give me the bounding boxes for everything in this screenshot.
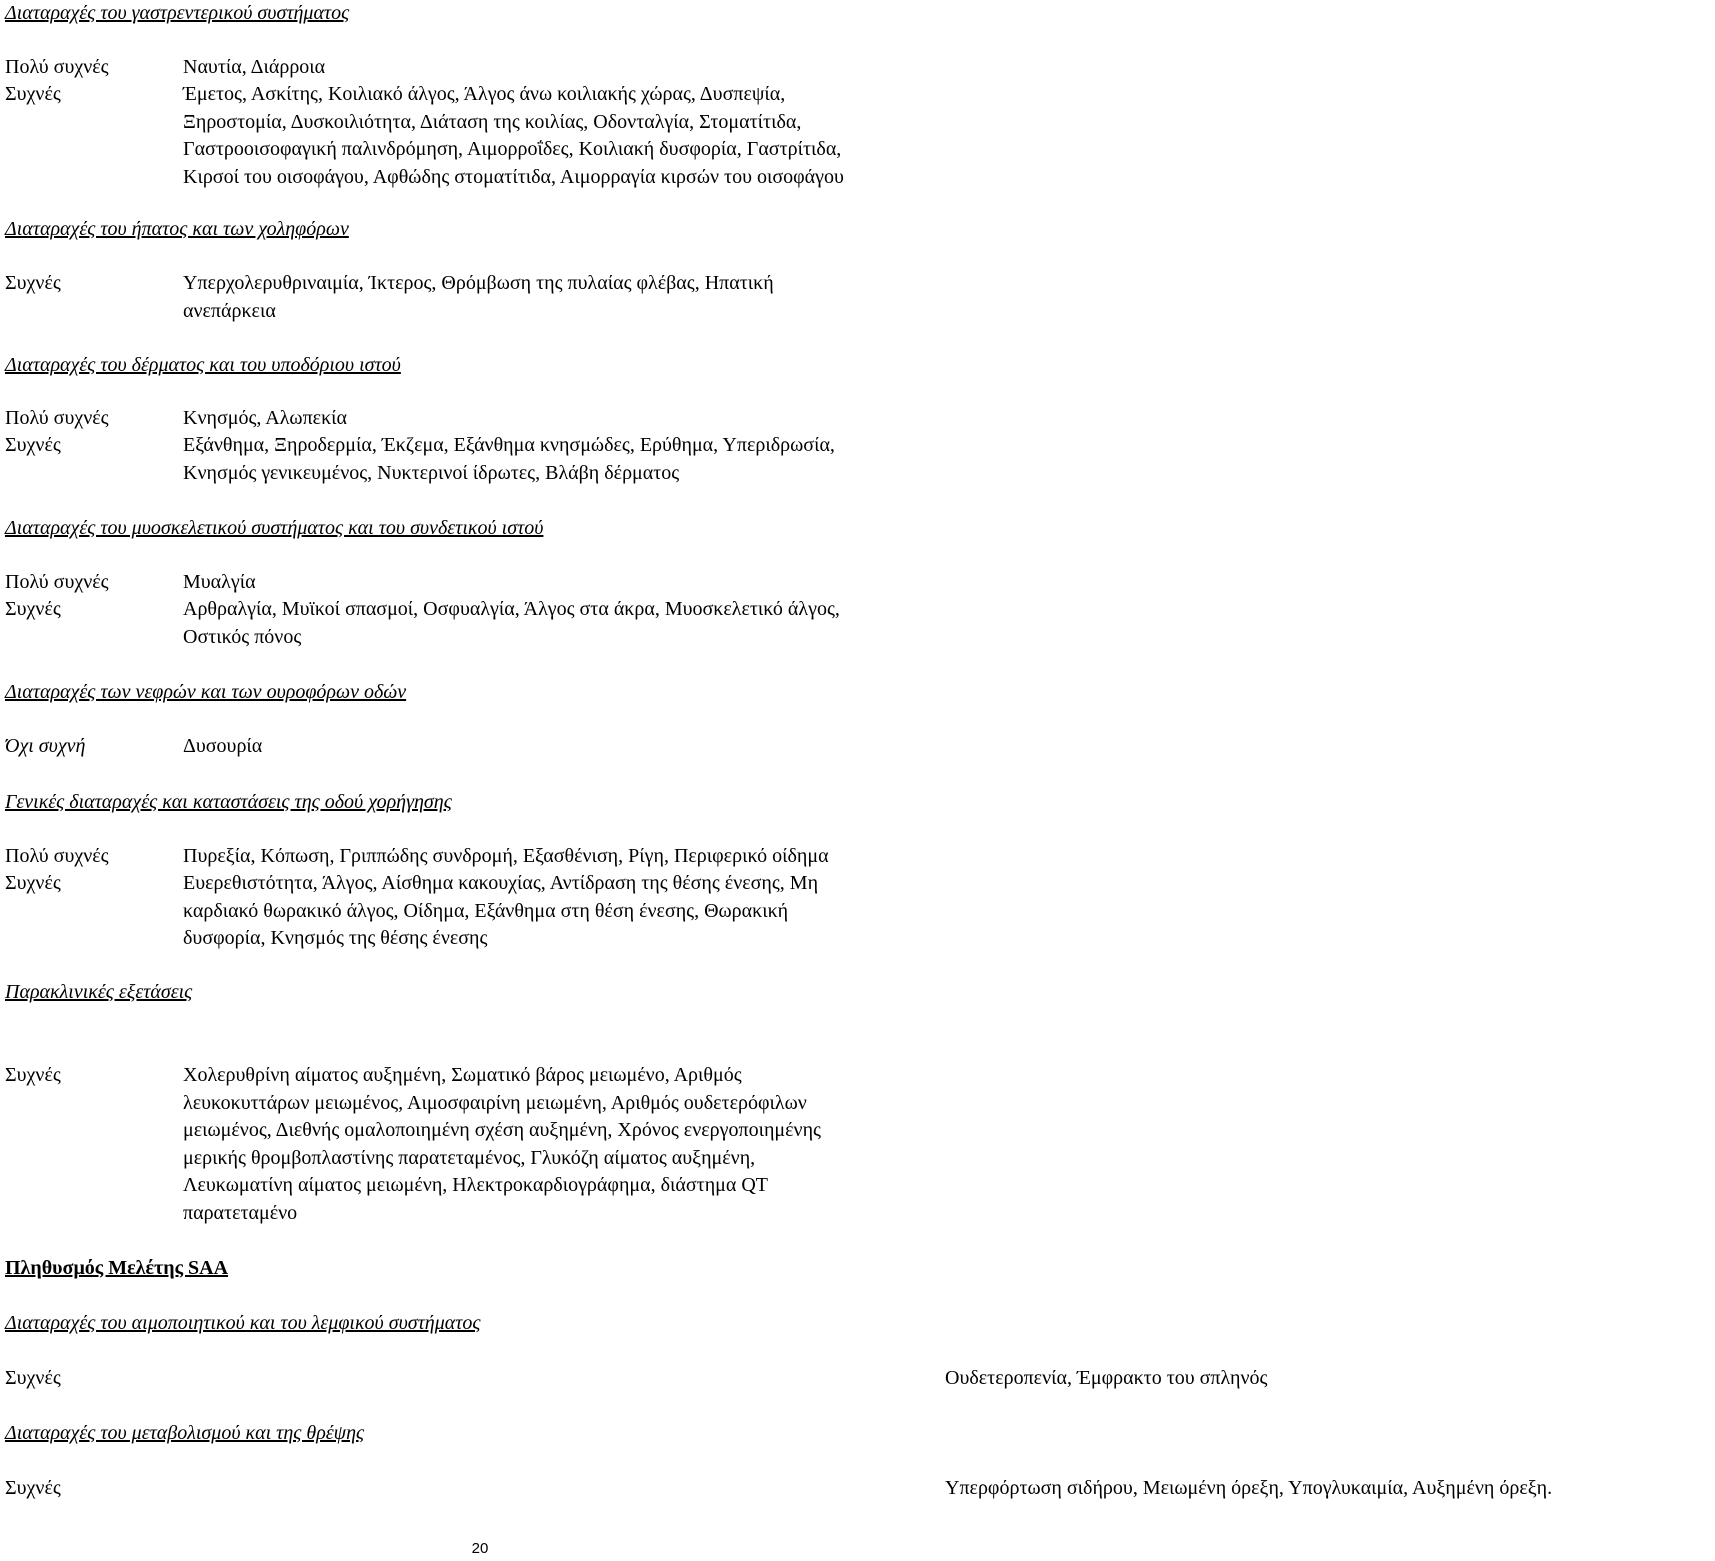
section-heading: Διαταραχές του γαστρεντερικού συστήματος [5,2,350,24]
text-line: Ουδετεροπενία, Έμφρακτο του σπληνός [945,1367,1268,1389]
adverse-reactions [183,733,953,761]
adverse-reactions [183,270,953,325]
frequency-label: Πολύ συχνές [5,571,109,593]
section-heading: Διαταραχές του ήπατος και των χοληφόρων [5,218,349,240]
section-heading: Διαταραχές του μυοσκελετικού συστήματος και του συνδετικού ιστού [5,517,544,539]
text-line: μειωμένος, Διεθνής ομαλοποιημένη σχέση αυξημένη, Χρόνος ενεργοποιημένης [183,1119,821,1141]
frequency-label: Συχνές [5,598,61,620]
frequency-label: Συχνές [5,272,61,294]
text-line: Έμετος, Ασκίτης, Κοιλιακό άλγος, Άλγος άνω κοιλιακής χώρας, Δυσπεψία, [183,83,786,105]
section-heading: Διαταραχές του αιμοποιητικού και του λεμφικού συστήματος [5,1312,481,1334]
section-heading: Διαταραχές του δέρματος και του υποδόριου ιστού [5,354,401,376]
text-line: Δυσουρία [183,735,263,757]
text-line: Ευερεθιστότητα, Άλγος, Αίσθημα κακουχίας, Αντίδραση της θέσης ένεσης, Μη [183,872,819,894]
text-line: Γαστροοισοφαγική παλινδρόμηση, Αιμορροΐδες, Κοιλιακή δυσφορία, Γαστρίτιδα, [183,138,842,160]
frequency-label: Συχνές [5,83,61,105]
frequency-label: Συχνές [5,872,61,894]
frequency-label: Συχνές [5,1367,61,1389]
adverse-reactions [183,843,953,871]
text-line: Υπερφόρτωση σιδήρου, Μειωμένη όρεξη, Υπογλυκαιμία, Αυξημένη όρεξη. [945,1477,1553,1499]
text-line: μερικής θρομβοπλαστίνης παρατεταμένος, Γλυκόζη αίματος αυξημένη, [183,1146,756,1169]
adverse-reactions [183,54,953,82]
adverse-reactions [183,1062,953,1227]
text-line: δυσφορία, Κνησμός της θέσης ένεσης [183,927,488,949]
text-line: Οστικός πόνος [183,625,302,648]
text-line: Εξάνθημα, Ξηροδερμία, Έκζεμα, Εξάνθημα κνησμώδες, Ερύθημα, Υπεριδρωσία, [183,434,835,456]
frequency-label: Συχνές [5,1064,61,1086]
adverse-reactions [183,596,953,651]
text-line: καρδιακό θωρακικό άλγος, Οίδημα, Εξάνθημα στη θέση ένεσης, Θωρακική [183,899,789,922]
text-line: λευκοκυττάρων μειωμένος, Αιμοσφαιρίνη μειωμένη, Αριθμός ουδετερόφιλων [183,1091,807,1114]
adverse-reactions [183,569,953,597]
page-number: 20 [471,1540,489,1557]
text-line: ανεπάρκεια [183,299,276,322]
text-line: Λευκωματίνη αίματος μειωμένη, Ηλεκτροκαρδιογράφημα, διάστημα QT [183,1174,769,1196]
frequency-label: Πολύ συχνές [5,407,109,429]
text-line: Υπερχολερυθριναιμία, Ίκτερος, Θρόμβωση της πυλαίας φλέβας, Ηπατική [183,272,774,294]
text-line: Κνησμός γενικευμένος, Νυκτερινοί ίδρωτες, Βλάβη δέρματος [183,461,680,484]
text-line: Ξηροστομία, Δυσκοιλιότητα, Διάταση της κοιλίας, Οδονταλγία, Στοματίτιδα, [183,110,802,133]
text-line: Πυρεξία, Κόπωση, Γριππώδης συνδρομή, Εξασθένιση, Ρίγη, Περιφερικό οίδημα [183,845,829,867]
adverse-reactions [183,81,953,191]
adverse-reactions [183,405,953,433]
adverse-reactions [945,1475,1715,1503]
section-heading: Γενικές διαταραχές και καταστάσεις της οδού χορήγησης [5,791,452,813]
text-line: παρατεταμένο [183,1201,298,1224]
adverse-reactions [183,432,953,487]
adverse-reactions [945,1365,1715,1393]
text-line: Ναυτία, Διάρροια [183,56,326,78]
frequency-label: Συχνές [5,434,61,456]
text-line: Χολερυθρίνη αίματος αυξημένη, Σωματικό βάρος μειωμένο, Αριθμός [183,1064,742,1086]
text-line: Μυαλγία [183,571,256,593]
section-heading: Διαταραχές του μεταβολισμού και της θρέψης [5,1422,365,1444]
text-line: Κνησμός, Αλωπεκία [183,407,348,429]
adverse-reactions [183,870,953,953]
text-line: Κιρσοί του οισοφάγου, Αφθώδης στοματίτιδα, Αιμορραγία κιρσών του οισοφάγου [183,165,844,188]
frequency-label: Πολύ συχνές [5,845,109,867]
frequency-label: Πολύ συχνές [5,56,109,78]
frequency-label: Όχι συχνή [5,735,86,757]
text-line: Αρθραλγία, Μυϊκοί σπασμοί, Οσφυαλγία, Άλγος στα άκρα, Μυοσκελετικό άλγος, [183,598,840,620]
section-heading: Διαταραχές των νεφρών και των ουροφόρων οδών [5,681,407,703]
frequency-label: Συχνές [5,1477,61,1499]
section-heading: Παρακλινικές εξετάσεις [5,981,193,1003]
study-title: Πληθυσμός Μελέτης SAA [5,1257,229,1279]
